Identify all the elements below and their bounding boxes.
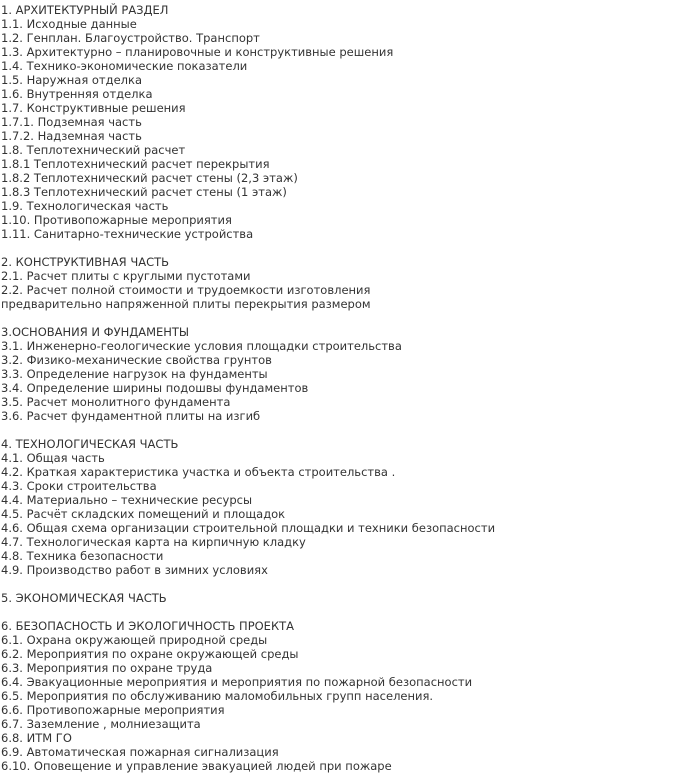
toc-item: 1.9. Технологическая часть — [1, 199, 169, 213]
toc-item: 6.4. Эвакуационные мероприятия и мероприятия по пожарной безопасности — [1, 675, 473, 689]
toc-item: 6.9. Автоматическая пожарная сигнализация — [1, 745, 279, 759]
toc-item: 1.8.1 Теплотехнический расчет перекрытия — [1, 157, 270, 171]
toc-item: 1.8.3 Теплотехнический расчет стены (1 этаж) — [1, 185, 287, 199]
section-spacer — [1, 605, 699, 619]
section-spacer — [1, 241, 699, 255]
section-heading: 2. КОНСТРУКТИВНАЯ ЧАСТЬ — [1, 255, 170, 269]
toc-item: 1.5. Наружная отделка — [1, 73, 143, 87]
toc-item: 6.2. Мероприятия по охране окружающей среды — [1, 647, 299, 661]
toc-item: предварительно напряженной плиты перекрытия размером — [1, 297, 371, 311]
toc-item: 2.1. Расчет плиты с круглыми пустотами — [1, 269, 251, 283]
toc-item: 4.2. Краткая характеристика участка и объекта строительства . — [1, 465, 396, 479]
toc-item: 4.1. Общая часть — [1, 451, 105, 465]
toc-item: 1.4. Технико-экономические показатели — [1, 59, 248, 73]
toc-item: 1.1. Исходные данные — [1, 17, 137, 31]
section-spacer — [1, 311, 699, 325]
toc-item: 3.4. Определение ширины подошвы фундаментов — [1, 381, 309, 395]
toc-item: 6.7. Заземление , молниезащита — [1, 717, 201, 731]
section-heading: 4. ТЕХНОЛОГИЧЕСКАЯ ЧАСТЬ — [1, 437, 179, 451]
toc-item: 3.1. Инженерно-геологические условия площадки строительства — [1, 339, 402, 353]
section-heading: 5. ЭКОНОМИЧЕСКАЯ ЧАСТЬ — [1, 591, 167, 605]
toc-item: 1.6. Внутренняя отделка — [1, 87, 153, 101]
section-heading: 3.ОСНОВАНИЯ И ФУНДАМЕНТЫ — [1, 325, 190, 339]
toc-item: 6.3. Мероприятия по охране труда — [1, 661, 213, 675]
toc-item: 3.6. Расчет фундаментной плиты на изгиб — [1, 409, 261, 423]
table-of-contents — [1, 3, 699, 773]
toc-item: 6.5. Мероприятия по обслуживанию маломобильных групп населения. — [1, 689, 434, 703]
toc-item: 3.5. Расчет монолитного фундамента — [1, 395, 231, 409]
toc-item: 6.10. Оповещение и управление эвакуацией людей при пожаре — [1, 759, 392, 773]
toc-item: 1.3. Архитектурно – планировочные и конструктивные решения — [1, 45, 394, 59]
toc-item: 1.8. Теплотехнический расчет — [1, 143, 186, 157]
toc-item: 2.2. Расчет полной стоимости и трудоемкости изготовления — [1, 283, 371, 297]
section-heading: 6. БЕЗОПАСНОСТЬ И ЭКОЛОГИЧНОСТЬ ПРОЕКТА — [1, 619, 295, 633]
section-spacer — [1, 577, 699, 591]
toc-item: 6.1. Охрана окружающей природной среды — [1, 633, 268, 647]
toc-item: 3.2. Физико-механические свойства грунтов — [1, 353, 272, 367]
toc-item: 1.7.1. Подземная часть — [1, 115, 142, 129]
toc-item: 6.8. ИТМ ГО — [1, 731, 72, 745]
toc-item: 4.9. Производство работ в зимних условиях — [1, 563, 268, 577]
toc-item: 1.7. Конструктивные решения — [1, 101, 186, 115]
toc-item: 4.5. Расчёт складских помещений и площадок — [1, 507, 286, 521]
section-heading: 1. АРХИТЕКТУРНЫЙ РАЗДЕЛ — [1, 3, 169, 17]
toc-item: 1.8.2 Теплотехнический расчет стены (2,3 этаж) — [1, 171, 298, 185]
toc-item: 6.6. Противопожарные мероприятия — [1, 703, 225, 717]
toc-item: 1.2. Генплан. Благоустройство. Транспорт — [1, 31, 260, 45]
toc-item: 3.3. Определение нагрузок на фундаменты — [1, 367, 268, 381]
toc-item: 1.10. Противопожарные мероприятия — [1, 213, 232, 227]
toc-item: 4.3. Сроки строительства — [1, 479, 157, 493]
toc-item: 4.7. Технологическая карта на кирпичную кладку — [1, 535, 306, 549]
toc-item: 4.6. Общая схема организации строительной площадки и техники безопасности — [1, 521, 496, 535]
section-spacer — [1, 423, 699, 437]
toc-item: 1.11. Санитарно-технические устройства — [1, 227, 254, 241]
toc-item: 4.4. Материально – технические ресурсы — [1, 493, 253, 507]
toc-item: 4.8. Техника безопасности — [1, 549, 164, 563]
toc-item: 1.7.2. Надземная часть — [1, 129, 142, 143]
